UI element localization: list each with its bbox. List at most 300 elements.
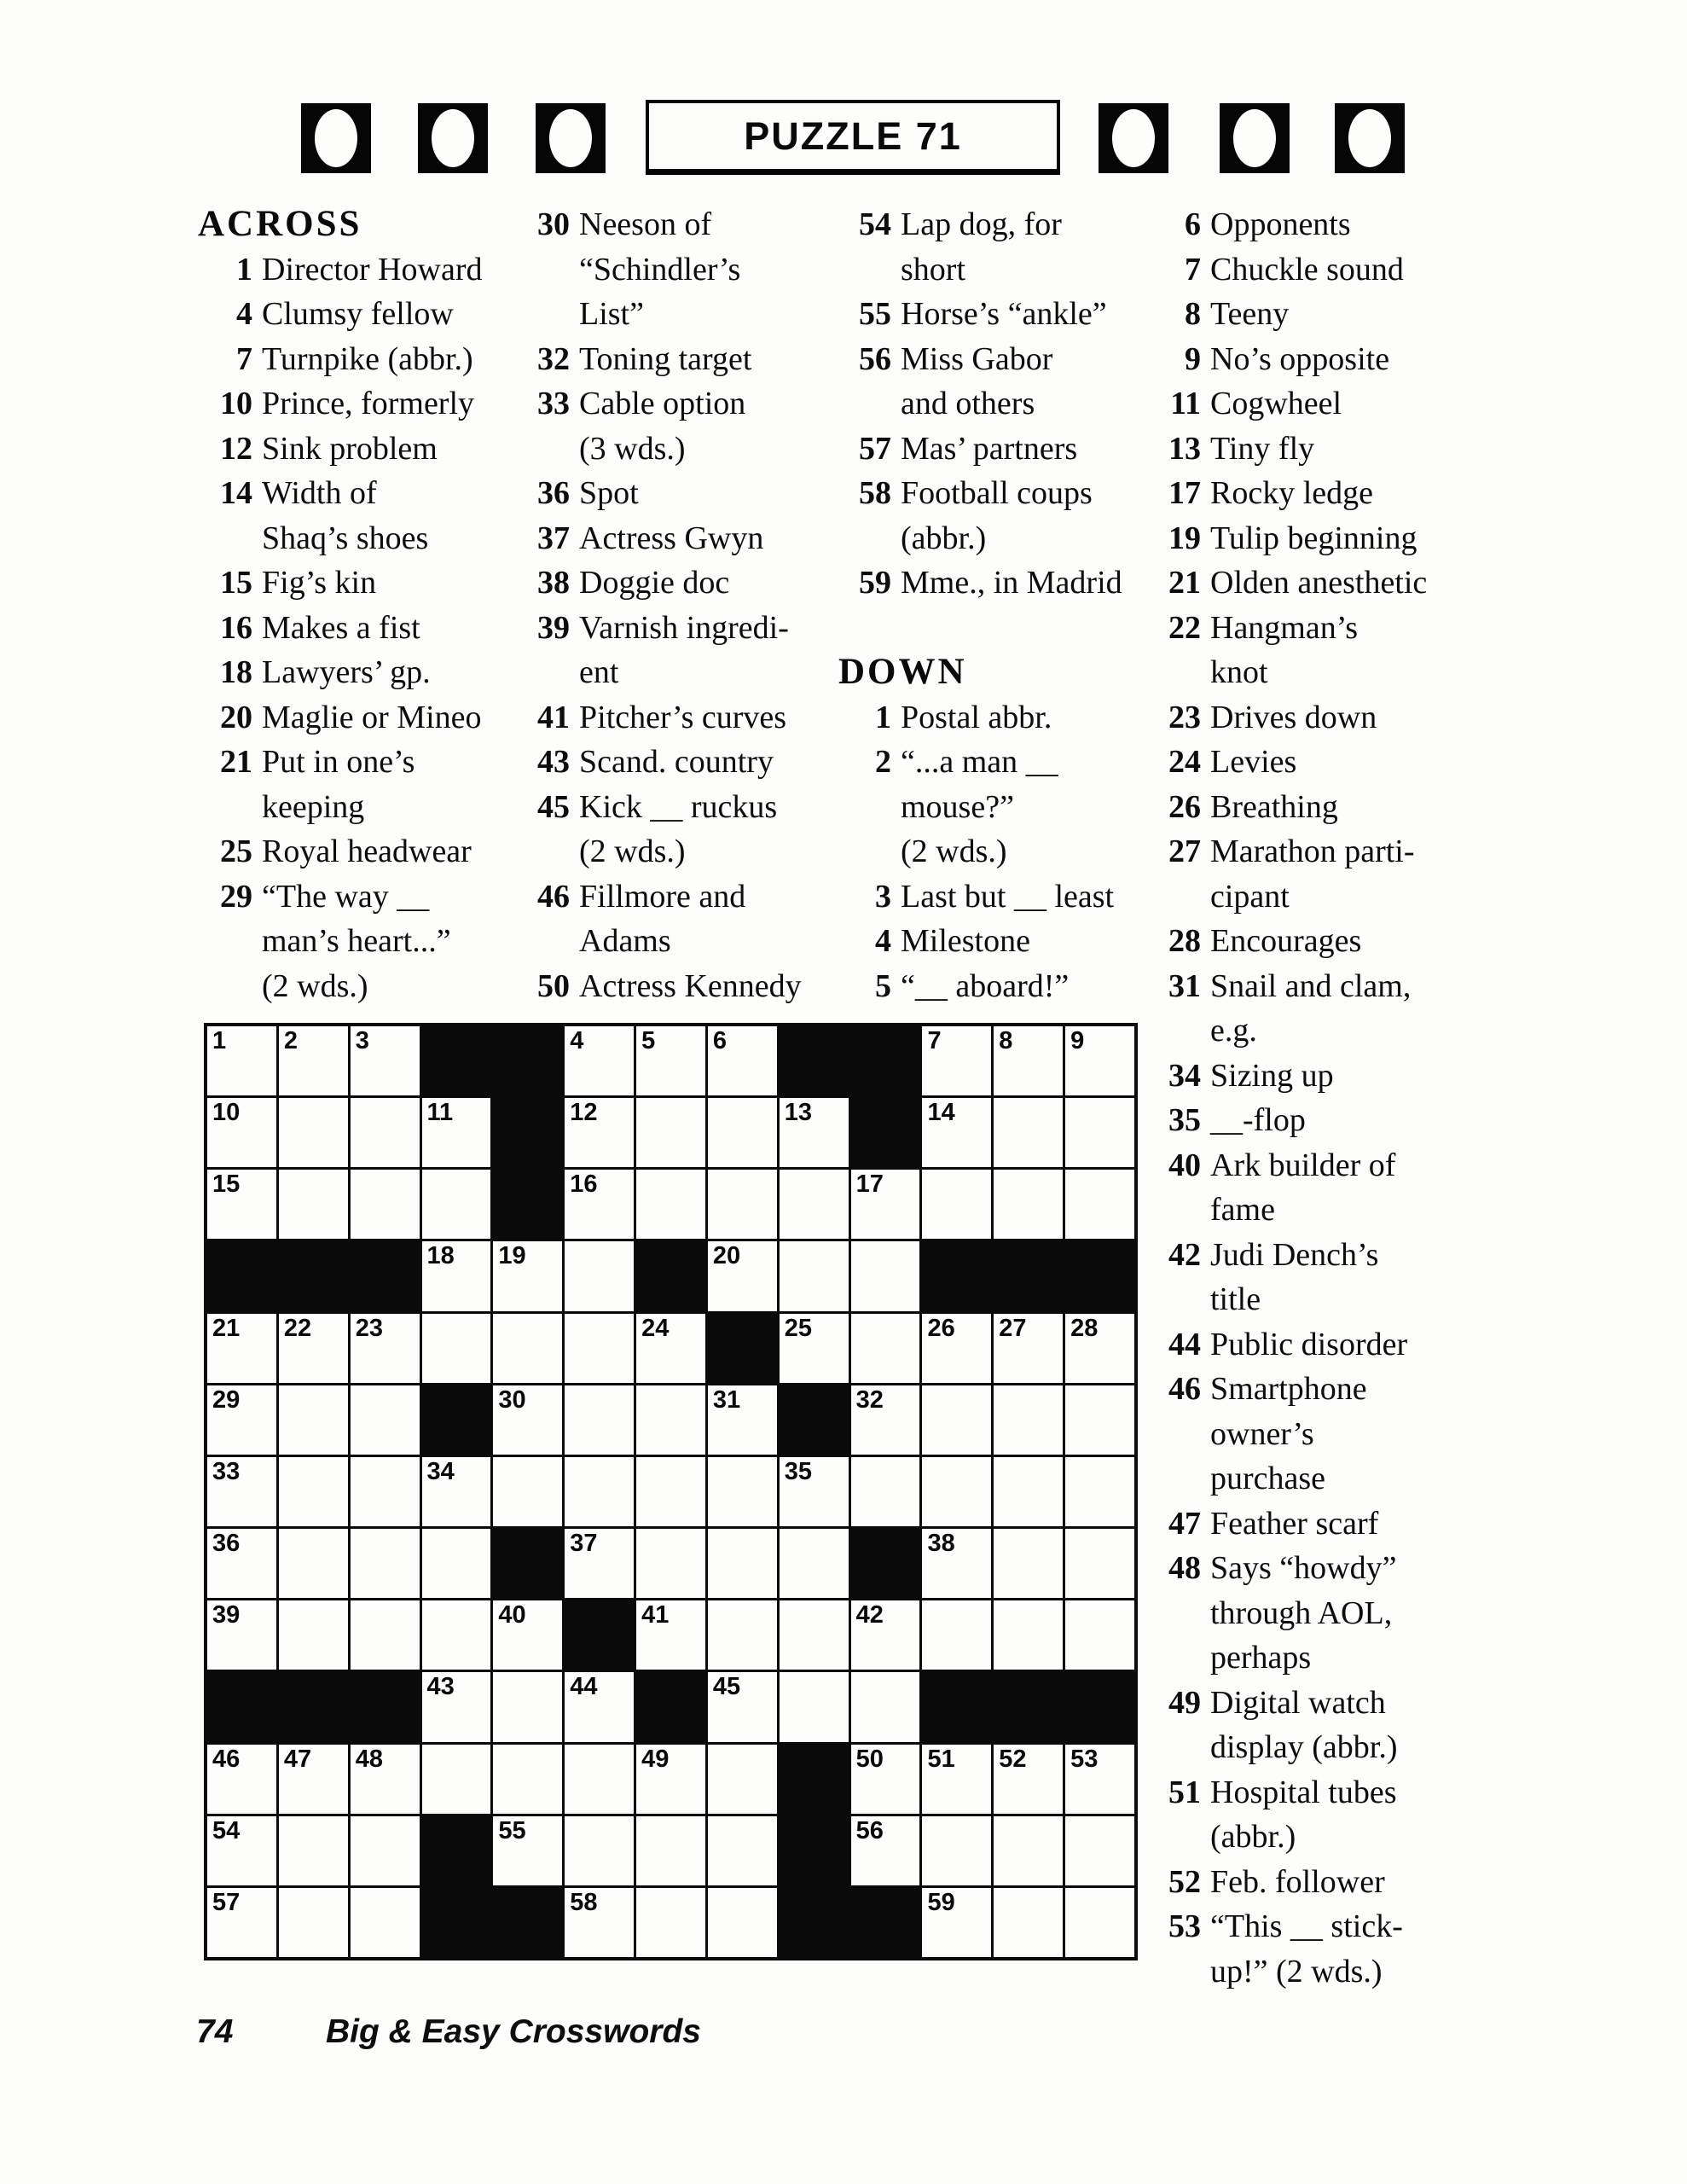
clue-text: Hangman’s bbox=[1210, 609, 1359, 646]
grid-cell[interactable] bbox=[565, 1314, 634, 1383]
clue-line bbox=[1151, 1144, 1427, 1189]
clue-text: Hospital tubes bbox=[1210, 1774, 1397, 1810]
grid-cell[interactable] bbox=[851, 1672, 920, 1741]
clue-text: Miss Gabor bbox=[901, 340, 1053, 377]
grid-cell-black bbox=[351, 1672, 420, 1741]
cell-number: 38 bbox=[927, 1530, 955, 1558]
decorative-oval-icon bbox=[1348, 109, 1391, 167]
grid-cell[interactable] bbox=[708, 1457, 777, 1526]
clue-line bbox=[838, 830, 1122, 875]
grid-cell[interactable] bbox=[351, 1026, 420, 1095]
across-heading: ACROSS bbox=[198, 204, 362, 244]
decorative-square-icon bbox=[1335, 103, 1405, 173]
grid-cell[interactable] bbox=[422, 1170, 491, 1239]
cell-number: 58 bbox=[570, 1888, 598, 1916]
clue-text: (2 wds.) bbox=[579, 834, 686, 869]
grid-cell[interactable] bbox=[207, 1745, 276, 1814]
clue-line bbox=[1151, 1861, 1427, 1906]
grid-cell[interactable] bbox=[994, 1314, 1063, 1383]
clue-number: 16 bbox=[220, 609, 252, 646]
grid-cell[interactable] bbox=[851, 1816, 920, 1885]
clue-number: 45 bbox=[537, 788, 570, 825]
grid-cell-black bbox=[351, 1241, 420, 1310]
grid-cell[interactable] bbox=[636, 1745, 705, 1814]
grid-cell[interactable] bbox=[636, 1457, 705, 1526]
clue-text: Cable option bbox=[579, 386, 746, 421]
cell-number: 3 bbox=[355, 1027, 369, 1054]
grid-cell[interactable] bbox=[351, 1170, 420, 1239]
clue-text: Digital watch bbox=[1210, 1684, 1386, 1721]
grid-cell[interactable] bbox=[351, 1816, 420, 1885]
grid-cell-black bbox=[780, 1026, 849, 1095]
clue-text: Postal abbr. bbox=[901, 699, 1052, 735]
grid-cell[interactable] bbox=[565, 1170, 634, 1239]
clue-line bbox=[1151, 472, 1427, 517]
grid-cell[interactable] bbox=[922, 1600, 991, 1670]
clue-number: 4 bbox=[875, 923, 891, 959]
decorative-oval-icon bbox=[549, 109, 592, 167]
clue-line bbox=[198, 786, 483, 831]
clue-text: Shaq’s shoes bbox=[262, 520, 429, 556]
clue-line bbox=[517, 248, 802, 293]
clue-number: 7 bbox=[1185, 251, 1201, 288]
grid-cell[interactable] bbox=[851, 1457, 920, 1526]
grid-cell[interactable] bbox=[780, 1314, 849, 1383]
grid-cell[interactable] bbox=[708, 1745, 777, 1814]
cell-number: 22 bbox=[283, 1314, 312, 1342]
cell-number: 31 bbox=[712, 1385, 741, 1414]
grid-cell[interactable] bbox=[351, 1457, 420, 1526]
grid-cell-black bbox=[422, 1026, 491, 1095]
grid-cell[interactable] bbox=[351, 1745, 420, 1814]
cell-number: 29 bbox=[212, 1385, 241, 1414]
clue-text: Says “howdy” bbox=[1210, 1550, 1397, 1586]
grid-cell[interactable] bbox=[207, 1314, 276, 1383]
grid-cell[interactable] bbox=[922, 1888, 991, 1957]
clue-number: 34 bbox=[1168, 1057, 1201, 1094]
grid-cell[interactable] bbox=[493, 1385, 562, 1455]
clue-line bbox=[1151, 1099, 1427, 1144]
grid-cell[interactable] bbox=[207, 1385, 276, 1455]
cell-number: 13 bbox=[784, 1099, 813, 1127]
grid-cell[interactable] bbox=[279, 1816, 348, 1885]
grid-cell[interactable] bbox=[636, 1600, 705, 1670]
grid-cell[interactable] bbox=[1065, 1745, 1134, 1814]
crossword-grid bbox=[204, 1023, 1138, 1960]
grid-cell[interactable] bbox=[994, 1600, 1063, 1670]
grid-cell[interactable] bbox=[565, 1098, 634, 1167]
clue-line bbox=[1151, 1457, 1427, 1502]
cell-number: 41 bbox=[641, 1601, 670, 1629]
clue-text: Adams bbox=[579, 923, 671, 959]
cell-number: 16 bbox=[570, 1170, 598, 1199]
grid-cell[interactable] bbox=[493, 1600, 562, 1670]
clue-line bbox=[198, 248, 483, 293]
grid-cell[interactable] bbox=[207, 1888, 276, 1957]
clue-line bbox=[517, 830, 802, 875]
grid-cell[interactable] bbox=[351, 1888, 420, 1957]
clue-text: Ark builder of bbox=[1210, 1147, 1396, 1183]
grid-cell[interactable] bbox=[636, 1888, 705, 1957]
clue-text: Fig’s kin bbox=[262, 565, 377, 601]
clue-number: 29 bbox=[220, 878, 252, 915]
grid-cell[interactable] bbox=[994, 1816, 1063, 1885]
grid-cell[interactable] bbox=[279, 1745, 348, 1814]
clue-line bbox=[1151, 1905, 1427, 1950]
clue-number bbox=[1151, 1009, 1201, 1054]
clue-line bbox=[838, 696, 1122, 741]
clue-text: Mme., in Madrid bbox=[901, 565, 1122, 601]
grid-cell[interactable] bbox=[636, 1529, 705, 1598]
grid-cell[interactable] bbox=[780, 1529, 849, 1598]
grid-cell[interactable] bbox=[1065, 1888, 1134, 1957]
clue-text: (3 wds.) bbox=[579, 430, 686, 467]
decorative-oval-icon bbox=[315, 109, 357, 167]
clue-line bbox=[1151, 293, 1427, 338]
grid-cell[interactable] bbox=[493, 1314, 562, 1383]
grid-cell[interactable] bbox=[565, 1385, 634, 1455]
clue-line bbox=[198, 920, 483, 965]
grid-cell[interactable] bbox=[279, 1314, 348, 1383]
grid-cell[interactable] bbox=[351, 1385, 420, 1455]
puzzle-title: PUZZLE 71 bbox=[744, 113, 962, 158]
grid-cell[interactable] bbox=[780, 1170, 849, 1239]
grid-cell[interactable] bbox=[636, 1385, 705, 1455]
grid-cell[interactable] bbox=[207, 1457, 276, 1526]
clue-number: 39 bbox=[537, 609, 570, 646]
clue-line bbox=[198, 607, 483, 652]
grid-cell[interactable] bbox=[422, 1457, 491, 1526]
clue-line bbox=[838, 427, 1122, 473]
clue-text: List” bbox=[579, 296, 644, 332]
grid-cell[interactable] bbox=[351, 1529, 420, 1598]
cell-number: 10 bbox=[212, 1099, 241, 1127]
decorative-square-icon bbox=[1099, 103, 1168, 173]
grid-cell[interactable] bbox=[565, 1816, 634, 1885]
clue-text: fame bbox=[1210, 1192, 1275, 1228]
grid-cell[interactable] bbox=[565, 1457, 634, 1526]
cell-number: 27 bbox=[999, 1314, 1027, 1342]
grid-cell[interactable] bbox=[994, 1385, 1063, 1455]
grid-cell[interactable] bbox=[994, 1745, 1063, 1814]
clue-text: Public disorder bbox=[1210, 1326, 1408, 1362]
clue-number: 36 bbox=[537, 475, 570, 511]
clue-line bbox=[198, 338, 483, 383]
grid-cell[interactable] bbox=[1065, 1170, 1134, 1239]
grid-cell[interactable] bbox=[207, 1098, 276, 1167]
grid-cell-black bbox=[422, 1816, 491, 1885]
grid-cell[interactable] bbox=[565, 1026, 634, 1095]
cell-number: 5 bbox=[641, 1027, 656, 1054]
clue-line bbox=[838, 920, 1122, 965]
clue-text: No’s opposite bbox=[1210, 340, 1390, 377]
grid-cell[interactable] bbox=[207, 1600, 276, 1670]
grid-cell[interactable] bbox=[780, 1241, 849, 1310]
clue-line bbox=[1151, 1413, 1427, 1458]
grid-cell[interactable] bbox=[422, 1529, 491, 1598]
cell-number: 28 bbox=[1070, 1314, 1099, 1342]
clue-number bbox=[838, 382, 891, 427]
clue-text: through AOL, bbox=[1210, 1594, 1393, 1631]
grid-cell[interactable] bbox=[851, 1314, 920, 1383]
grid-cell[interactable] bbox=[708, 1241, 777, 1310]
clue-number bbox=[1151, 1950, 1201, 1995]
grid-cell[interactable] bbox=[1065, 1529, 1134, 1598]
grid-cell[interactable] bbox=[493, 1816, 562, 1885]
clue-text: Doggie doc bbox=[579, 565, 730, 601]
clue-text: Actress Kennedy bbox=[579, 967, 802, 1004]
grid-cell[interactable] bbox=[493, 1745, 562, 1814]
clue-number bbox=[517, 920, 570, 965]
clue-number: 31 bbox=[1168, 967, 1201, 1004]
cell-number: 51 bbox=[927, 1745, 955, 1773]
grid-cell[interactable] bbox=[708, 1600, 777, 1670]
grid-cell[interactable] bbox=[851, 1241, 920, 1310]
grid-cell[interactable] bbox=[1065, 1457, 1134, 1526]
grid-cell[interactable] bbox=[851, 1170, 920, 1239]
grid-cell[interactable] bbox=[636, 1816, 705, 1885]
clue-line bbox=[1151, 1636, 1427, 1682]
grid-cell[interactable] bbox=[922, 1457, 991, 1526]
cell-number: 14 bbox=[927, 1099, 955, 1127]
clue-text: Chuckle sound bbox=[1210, 251, 1404, 288]
grid-cell[interactable] bbox=[422, 1672, 491, 1741]
grid-cell[interactable] bbox=[922, 1385, 991, 1455]
clue-number: 47 bbox=[1168, 1505, 1201, 1542]
cell-number: 20 bbox=[712, 1242, 741, 1270]
cell-number: 24 bbox=[641, 1314, 670, 1342]
clue-line bbox=[198, 561, 483, 607]
clue-line bbox=[517, 561, 802, 607]
clue-text: up!” (2 wds.) bbox=[1210, 1953, 1383, 1989]
grid-cell-black bbox=[493, 1888, 562, 1957]
clue-number: 56 bbox=[859, 340, 891, 377]
clue-line bbox=[517, 607, 802, 652]
grid-cell[interactable] bbox=[636, 1026, 705, 1095]
grid-cell[interactable] bbox=[708, 1529, 777, 1598]
clue-number: 55 bbox=[859, 296, 891, 332]
clue-number bbox=[517, 651, 570, 696]
clue-number: 9 bbox=[1185, 340, 1201, 377]
cell-number: 40 bbox=[498, 1601, 526, 1629]
grid-cell[interactable] bbox=[279, 1026, 348, 1095]
grid-cell[interactable] bbox=[565, 1888, 634, 1957]
clue-line bbox=[198, 696, 483, 741]
grid-cell[interactable] bbox=[1065, 1026, 1134, 1095]
grid-cell[interactable] bbox=[708, 1816, 777, 1885]
clue-text: Drives down bbox=[1210, 699, 1377, 735]
clue-line bbox=[1151, 920, 1427, 965]
decorative-oval-icon bbox=[432, 109, 474, 167]
clue-text: Smartphone bbox=[1210, 1371, 1367, 1407]
clue-text: short bbox=[901, 251, 965, 288]
cell-number: 21 bbox=[212, 1314, 241, 1342]
clue-line bbox=[838, 248, 1122, 293]
grid-cell[interactable] bbox=[351, 1098, 420, 1167]
grid-cell[interactable] bbox=[422, 1314, 491, 1383]
grid-cell[interactable] bbox=[1065, 1098, 1134, 1167]
clue-text: Scand. country bbox=[579, 744, 774, 780]
clue-number: 21 bbox=[220, 744, 252, 780]
clue-text: Milestone bbox=[901, 923, 1030, 959]
grid-cell-black bbox=[493, 1026, 562, 1095]
grid-cell[interactable] bbox=[922, 1170, 991, 1239]
grid-cell[interactable] bbox=[708, 1888, 777, 1957]
clue-line bbox=[1151, 427, 1427, 473]
clue-text: Spot bbox=[579, 475, 639, 511]
cell-number: 8 bbox=[999, 1027, 1013, 1054]
clue-text: knot bbox=[1210, 654, 1268, 690]
grid-cell[interactable] bbox=[922, 1816, 991, 1885]
grid-cell-black bbox=[493, 1170, 562, 1239]
grid-cell[interactable] bbox=[922, 1314, 991, 1383]
grid-cell[interactable] bbox=[708, 1385, 777, 1455]
clue-number: 7 bbox=[236, 340, 252, 377]
clue-number: 15 bbox=[220, 565, 252, 601]
book-title: Big & Easy Crosswords bbox=[326, 2013, 701, 2050]
grid-cell[interactable] bbox=[922, 1026, 991, 1095]
clue-line bbox=[1151, 651, 1427, 696]
grid-cell[interactable] bbox=[851, 1600, 920, 1670]
clue-text: title bbox=[1210, 1281, 1261, 1317]
grid-cell[interactable] bbox=[708, 1026, 777, 1095]
grid-cell[interactable] bbox=[994, 1170, 1063, 1239]
cell-number: 12 bbox=[570, 1099, 598, 1127]
grid-cell[interactable] bbox=[565, 1529, 634, 1598]
grid-cell-black bbox=[493, 1529, 562, 1598]
grid-cell[interactable] bbox=[565, 1745, 634, 1814]
grid-cell[interactable] bbox=[851, 1385, 920, 1455]
grid-cell[interactable] bbox=[207, 1529, 276, 1598]
grid-cell[interactable] bbox=[1065, 1816, 1134, 1885]
grid-cell[interactable] bbox=[422, 1600, 491, 1670]
grid-cell[interactable] bbox=[279, 1888, 348, 1957]
grid-cell[interactable] bbox=[922, 1745, 991, 1814]
cell-number: 56 bbox=[855, 1816, 884, 1844]
clue-number: 52 bbox=[1168, 1863, 1201, 1900]
grid-cell[interactable] bbox=[994, 1098, 1063, 1167]
clue-number: 57 bbox=[859, 430, 891, 467]
clue-number bbox=[198, 786, 252, 831]
grid-cell[interactable] bbox=[780, 1098, 849, 1167]
grid-cell[interactable] bbox=[279, 1385, 348, 1455]
clue-line bbox=[1151, 248, 1427, 293]
clue-number: 19 bbox=[1168, 520, 1201, 556]
grid-cell[interactable] bbox=[207, 1816, 276, 1885]
grid-cell[interactable] bbox=[422, 1745, 491, 1814]
cell-number: 55 bbox=[498, 1816, 526, 1844]
grid-cell[interactable] bbox=[636, 1170, 705, 1239]
clue-number: 10 bbox=[220, 386, 252, 421]
grid-cell[interactable] bbox=[708, 1672, 777, 1741]
grid-cell[interactable] bbox=[1065, 1314, 1134, 1383]
cell-number: 46 bbox=[212, 1745, 241, 1773]
grid-cell-black bbox=[207, 1672, 276, 1741]
clue-number: 2 bbox=[875, 744, 891, 780]
grid-cell[interactable] bbox=[994, 1888, 1063, 1957]
grid-cell[interactable] bbox=[279, 1098, 348, 1167]
grid-cell[interactable] bbox=[207, 1026, 276, 1095]
clue-text: perhaps bbox=[1210, 1640, 1312, 1676]
clue-text: (abbr.) bbox=[901, 520, 987, 556]
grid-cell[interactable] bbox=[207, 1170, 276, 1239]
grid-cell[interactable] bbox=[780, 1600, 849, 1670]
decorative-square-icon bbox=[1220, 103, 1290, 173]
cell-number: 6 bbox=[712, 1027, 728, 1054]
grid-cell[interactable] bbox=[493, 1672, 562, 1741]
grid-cell[interactable] bbox=[351, 1314, 420, 1383]
grid-cell[interactable] bbox=[422, 1241, 491, 1310]
grid-cell[interactable] bbox=[994, 1529, 1063, 1598]
grid-cell[interactable] bbox=[994, 1026, 1063, 1095]
clue-line bbox=[1151, 786, 1427, 831]
clue-line bbox=[838, 875, 1122, 921]
grid-cell[interactable] bbox=[565, 1241, 634, 1310]
clue-text: Teeny bbox=[1210, 296, 1290, 332]
clue-number bbox=[838, 786, 891, 831]
clue-text: __-flop bbox=[1210, 1102, 1306, 1138]
cell-number: 36 bbox=[212, 1530, 241, 1558]
grid-cell[interactable] bbox=[351, 1600, 420, 1670]
grid-cell[interactable] bbox=[780, 1672, 849, 1741]
clue-line bbox=[1151, 741, 1427, 786]
grid-cell[interactable] bbox=[279, 1457, 348, 1526]
clue-line bbox=[838, 561, 1122, 607]
grid-cell[interactable] bbox=[279, 1600, 348, 1670]
grid-cell-black bbox=[636, 1241, 705, 1310]
grid-cell-black bbox=[708, 1314, 777, 1383]
grid-cell[interactable] bbox=[493, 1457, 562, 1526]
cell-number: 44 bbox=[570, 1673, 598, 1701]
clue-line bbox=[838, 517, 1122, 562]
puzzle-title-box bbox=[646, 100, 1060, 175]
clue-line bbox=[1151, 696, 1427, 741]
grid-cell[interactable] bbox=[922, 1098, 991, 1167]
grid-cell-black bbox=[422, 1385, 491, 1455]
grid-cell[interactable] bbox=[708, 1170, 777, 1239]
grid-cell[interactable] bbox=[493, 1241, 562, 1310]
grid-cell[interactable] bbox=[279, 1170, 348, 1239]
grid-cell[interactable] bbox=[851, 1745, 920, 1814]
grid-cell[interactable] bbox=[922, 1529, 991, 1598]
grid-cell[interactable] bbox=[994, 1457, 1063, 1526]
clue-line bbox=[1151, 1547, 1427, 1592]
decorative-oval-icon bbox=[1233, 109, 1276, 167]
clue-number: 25 bbox=[220, 834, 252, 869]
clue-line bbox=[517, 427, 802, 473]
cell-number: 34 bbox=[426, 1457, 455, 1485]
clue-text: Clumsy fellow bbox=[262, 296, 454, 332]
grid-cell[interactable] bbox=[636, 1098, 705, 1167]
grid-cell[interactable] bbox=[422, 1098, 491, 1167]
clue-line bbox=[198, 382, 483, 427]
cell-number: 45 bbox=[712, 1673, 741, 1701]
cell-number: 53 bbox=[1070, 1745, 1099, 1773]
grid-cell[interactable] bbox=[780, 1457, 849, 1526]
clue-line bbox=[198, 472, 483, 517]
grid-cell[interactable] bbox=[1065, 1600, 1134, 1670]
clue-number: 20 bbox=[220, 699, 252, 735]
grid-cell[interactable] bbox=[636, 1314, 705, 1383]
clue-column-3 bbox=[838, 203, 1122, 1009]
grid-cell[interactable] bbox=[279, 1529, 348, 1598]
clue-line bbox=[517, 875, 802, 921]
grid-cell[interactable] bbox=[1065, 1385, 1134, 1455]
grid-cell[interactable] bbox=[708, 1098, 777, 1167]
clue-number: 24 bbox=[1168, 744, 1201, 780]
cell-number: 30 bbox=[498, 1385, 526, 1414]
grid-cell[interactable] bbox=[565, 1672, 634, 1741]
